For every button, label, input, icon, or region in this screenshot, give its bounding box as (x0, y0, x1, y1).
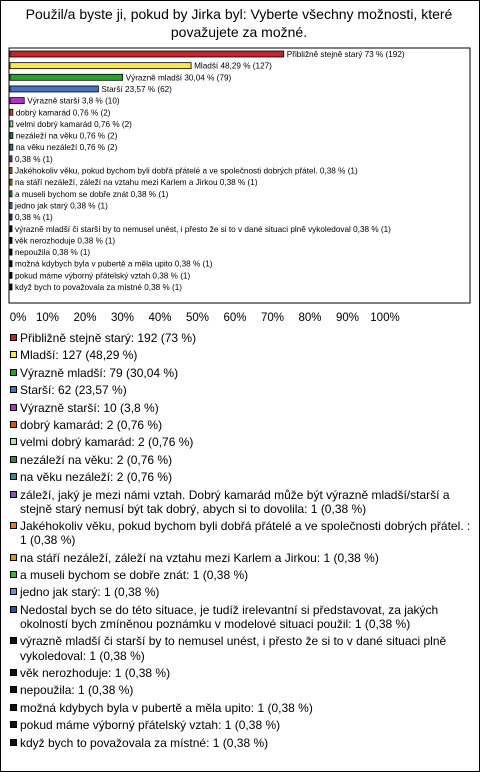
legend-item (10, 666, 472, 680)
legend-label: na stáří nezáleží, záleží na vztahu mezi Karlem a Jirkou: 1 (0,38 %) (20, 550, 379, 565)
legend-swatch (10, 473, 17, 480)
bar (10, 261, 12, 267)
legend-item (10, 568, 472, 582)
bar (10, 191, 12, 197)
legend-label: nezáleží na věku: 2 (0,76 %) (20, 452, 173, 467)
chart-legend (10, 331, 472, 753)
legend-swatch (10, 522, 17, 529)
bar-data-label: Přibližně stejně starý 73 % (192) (286, 50, 405, 59)
bar-data-label: věk nerozhoduje 0,38 % (1) (15, 236, 116, 246)
bar (10, 249, 12, 255)
x-tick-label: 50% (185, 312, 210, 324)
x-tick-label: 0% (9, 312, 27, 324)
legend-item (10, 418, 472, 432)
bar-data-label: na stáří nezáleží, záleží na vztahu mezi Karlem a Jirkou 0,38 % (1) (15, 178, 258, 188)
legend-swatch (10, 606, 17, 613)
legend-swatch (10, 369, 17, 376)
legend-swatch (10, 704, 17, 711)
x-tick-label: 30% (110, 312, 135, 324)
bar-data-label: na věku nezáleží 0,76 % (2) (15, 143, 118, 153)
bar (10, 168, 12, 174)
bar-data-label: jedno jak starý 0,38 % (1) (15, 201, 108, 211)
legend-swatch (10, 404, 17, 411)
legend-label: Výrazně mladší: 79 (30,04 %) (20, 365, 179, 380)
bar-data-label: velmi dobrý kamarád 0,76 % (2) (15, 119, 132, 129)
legend-item (10, 603, 472, 631)
bar-data-label: výrazně mladší či starší by to nemusel unést, i přesto že si to v dané situaci plně vykoledoval 0,38 % (1) (15, 224, 391, 234)
legend-label: a museli bychom se dobře znát: 1 (0,38 %) (20, 568, 249, 583)
bar-data-label: Jakéhokoliv věku, pokud bychom byli dobřá přátelé a ve společnosti dobrých přátel. 0,38 % (1) (15, 166, 358, 176)
legend-item (10, 701, 472, 715)
legend-label: Jakéhokoliv věku, pokud bychom byli dobřá přátelé a ve společnosti dobrých přátel. : 1 (0,38 %) (20, 519, 471, 548)
legend-item (10, 551, 472, 565)
legend-item (10, 383, 472, 397)
legend-item (10, 331, 472, 345)
legend-swatch (10, 637, 17, 644)
bar (10, 179, 12, 185)
bar-chart (0, 0, 480, 330)
bar (10, 109, 13, 115)
x-tick-label: 100% (370, 312, 400, 324)
legend-swatch (10, 386, 17, 393)
legend-swatch (10, 669, 17, 676)
legend-item (10, 348, 472, 362)
legend-label: záleží, jaký je mezi námi vztah. Dobrý kamarád může být výrazně mladší/starší a stejně starý nemusí být tak dobrý, abych si to dovolila: 1 (0,38 %) (20, 487, 450, 516)
legend-swatch (10, 491, 17, 498)
legend-item (10, 435, 472, 449)
bar-data-label: když bych to považovala za místné 0,38 % (1) (15, 283, 183, 292)
bar-data-label: a museli bychom se dobře znát 0,38 % (1) (15, 189, 169, 199)
legend-swatch (10, 721, 17, 728)
x-tick-label: 10% (35, 312, 60, 324)
bar (10, 226, 12, 232)
legend-swatch (10, 571, 17, 578)
legend-item (10, 683, 472, 697)
bar (10, 133, 13, 139)
bar (10, 121, 13, 127)
x-tick-label: 60% (223, 312, 247, 324)
legend-label: pokud máme výborný přátelský vztah: 1 (0,38 %) (20, 718, 281, 733)
legend-swatch (10, 686, 17, 693)
legend-label: věk nerozhoduje: 1 (0,38 %) (20, 666, 171, 681)
bar-data-label: 0,38 % (1) (15, 213, 53, 223)
legend-item (10, 453, 472, 467)
bar (10, 156, 12, 162)
legend-label: možná kdybych byla v pubertě a měla upito: 1 (0,38 %) (20, 700, 313, 715)
legend-label: velmi dobrý kamarád: 2 (0,76 %) (20, 435, 194, 450)
bar (10, 272, 12, 278)
bar-data-label: Výrazně mladší 30,04 % (79) (125, 73, 232, 83)
bar (10, 63, 191, 69)
chart-title-line: považujete za možné. (170, 24, 308, 40)
legend-item (10, 585, 472, 599)
legend-item (10, 718, 472, 732)
bar (10, 86, 98, 92)
legend-swatch (10, 351, 17, 358)
legend-item (10, 470, 472, 484)
legend-label: Přibližně stejně starý: 192 (73 %) (20, 331, 197, 345)
legend-swatch (10, 438, 17, 445)
bar (10, 74, 123, 80)
bar (10, 144, 13, 150)
legend-swatch (10, 421, 17, 428)
legend-label: jedno jak starý: 1 (0,38 %) (20, 585, 160, 600)
legend-swatch (10, 554, 17, 561)
legend-label: když bych to považovala za místné: 1 (0,38 %) (20, 735, 269, 750)
legend-item (10, 401, 472, 415)
legend-item (10, 634, 472, 662)
legend-label: Starší: 62 (23,57 %) (20, 383, 127, 398)
legend-label: nepoužila: 1 (0,38 %) (20, 683, 134, 698)
x-tick-label: 90% (335, 312, 360, 324)
bar-data-label: dobrý kamarád 0,76 % (2) (15, 108, 111, 118)
legend-item (10, 366, 472, 380)
legend-item (10, 519, 472, 547)
x-tick-label: 20% (73, 312, 97, 324)
bar-data-label: nezáleží na věku 0,76 % (2) (15, 131, 118, 141)
bar-data-label: pokud máme výborný přátelský vztah 0,38 % (1) (15, 271, 191, 281)
x-tick-label: 70% (260, 312, 285, 324)
bar (10, 237, 12, 243)
bar-data-label: nepoužila 0,38 % (1) (15, 248, 91, 258)
bar (10, 214, 12, 220)
legend-label: Mladší: 127 (48,29 %) (20, 348, 138, 363)
legend-swatch (10, 334, 17, 341)
bar-data-label: Starší 23,57 % (62) (101, 84, 172, 94)
x-tick-label: 80% (298, 312, 322, 324)
legend-item (10, 488, 472, 516)
legend-swatch (10, 456, 17, 463)
legend-label: Výrazně starší: 10 (3,8 %) (20, 400, 159, 415)
bar (10, 51, 284, 57)
legend-item (10, 736, 472, 750)
legend-label: dobrý kamarád: 2 (0,76 %) (20, 417, 163, 432)
legend-label: výrazně mladší či starší by to nemusel unést, i přesto že si to v dané situaci plně vykoledoval: 1 (0,38 %) (20, 634, 447, 663)
x-tick-label: 40% (148, 312, 172, 324)
bar-data-label: možná kdybych byla v pubertě a měla upito 0,38 % (1) (15, 259, 213, 269)
chart-title-line: Použil/a byste ji, pokud by Jirka byl: Vyberte všechny možnosti, které (25, 6, 453, 22)
bar-data-label: Výrazně starší 3,8 % (10) (27, 96, 120, 106)
bar-data-label: Mladší 48,29 % (127) (194, 61, 272, 71)
bar (10, 284, 12, 290)
legend-label: na věku nezáleží: 2 (0,76 %) (20, 470, 173, 485)
legend-swatch (10, 739, 17, 746)
legend-label: Nedostal bych se do této situace, je tudíž irelevantní si představovat, za jakých okolností bych zmíněnou poznámku v modelové situaci použil: 1 (0,38 %) (20, 602, 439, 632)
bar (10, 98, 24, 104)
bar (10, 202, 12, 208)
legend-swatch (10, 588, 17, 595)
bar-data-label: 0,38 % (1) (15, 154, 53, 164)
